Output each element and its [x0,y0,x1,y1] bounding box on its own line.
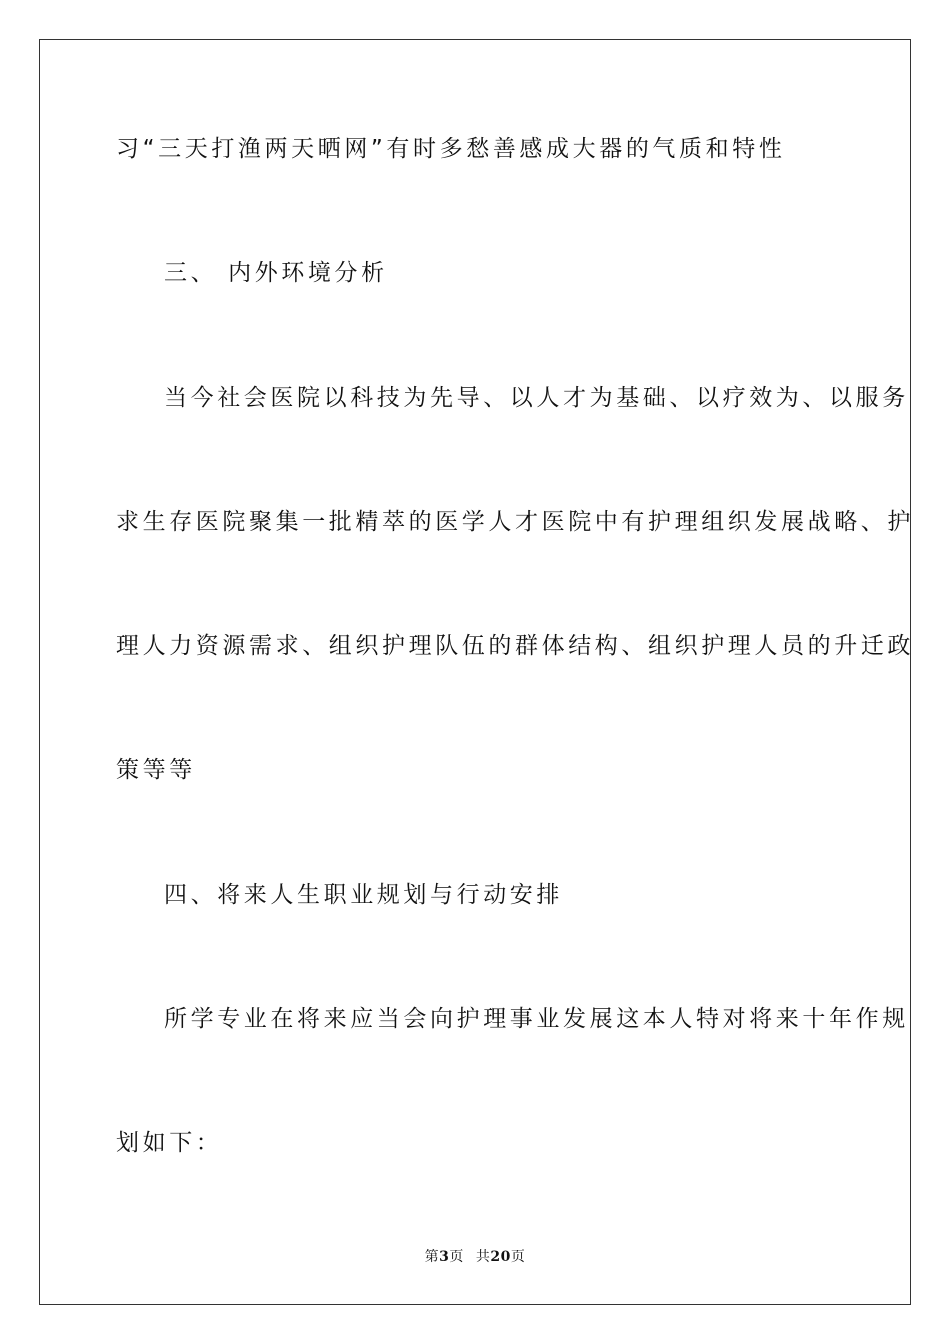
page-current: 3 [439,1249,450,1265]
page-border [39,39,911,1305]
paragraph-line-4: 理人力资源需求、组织护理队伍的群体结构、组织护理人员的升迁政 [116,633,914,659]
page-suffix: 页 [449,1249,464,1265]
paragraph-line-6: 所学专业在将来应当会向护理事业发展这本人特对将来十年作规 [164,1006,909,1032]
page-footer [0,1248,950,1266]
paragraph-line-2: 当今社会医院以科技为先导、以人才为基础、以疗效为、以服务 [164,385,909,411]
paragraph-line-1: 习“三天打渔两天晒网”有时多愁善感成大器的气质和特性 [116,136,786,162]
total-prefix: 共 [475,1249,491,1265]
paragraph-line-5: 策等等 [116,757,196,783]
paragraph-line-7: 划如下： [116,1130,223,1156]
paragraph-line-3: 求生存医院聚集一批精萃的医学人才医院中有护理组织发展战略、护 [116,509,914,535]
section-heading-4: 四、将来人生职业规划与行动安排 [164,882,563,908]
page-total: 20 [490,1249,511,1265]
total-suffix: 页 [510,1249,526,1265]
section-heading-3: 三、 内外环境分析 [164,260,388,286]
page-prefix: 第 [424,1249,440,1265]
